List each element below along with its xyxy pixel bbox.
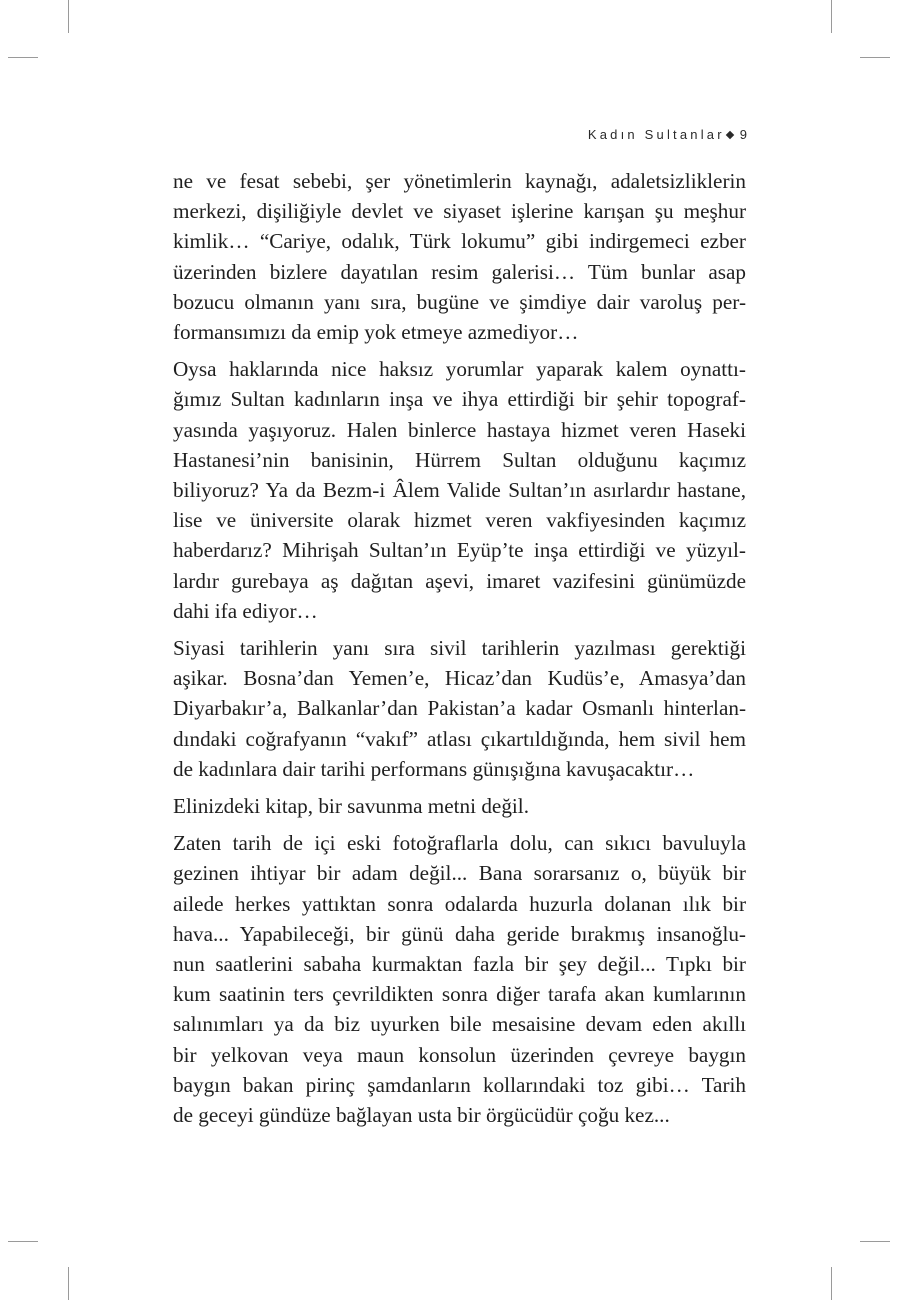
text-line: Diyarbakır’a, Balkanlar’dan Pakistan’a kadar Osmanlı hinterlan-	[173, 696, 746, 721]
paragraph	[173, 828, 746, 1130]
text-line: dındaki coğrafyanın “vakıf” atlası çıkartıldığında, hem sivil hem	[173, 726, 746, 751]
body-text	[173, 166, 746, 1130]
text-line: kimlik… “Cariye, odalık, Türk lokumu” gibi indirgemeci ezber	[173, 229, 746, 254]
text-line: dahi ifa ediyor…	[173, 598, 318, 623]
text-line: üzerinden bizlere dayatılan resim galerisi… Tüm bunlar asap	[173, 259, 746, 284]
text-line: merkezi, dişiliğiyle devlet ve siyaset işlerine karışan şu meşhur	[173, 199, 746, 224]
text-line: lise ve üniversite olarak hizmet veren vakfiyesinden kaçımız	[173, 508, 746, 533]
text-line: kum saatinin ters çevrildikten sonra diğer tarafa akan kumlarının	[173, 982, 746, 1007]
text-line: ne ve fesat sebebi, şer yönetimlerin kaynağı, adaletsizliklerin	[173, 169, 746, 193]
paragraph	[173, 354, 746, 626]
text-line: bir yelkovan veya maun konsolun üzerinden çevreye baygın	[173, 1042, 746, 1067]
text-line: nun saatlerini sabaha kurmaktan fazla bir şey değil... Tıpkı bir	[173, 952, 746, 977]
running-head	[588, 127, 747, 142]
running-title: Kadın Sultanlar	[587, 127, 725, 142]
text-line: bozucu olmanın yanı sıra, bugüne ve şimdiye dair varoluş per-	[173, 289, 746, 314]
crop-mark-top-left-h	[8, 57, 38, 58]
text-line: de kadınlara dair tarihi performans günışığına kavuşacaktır…	[173, 756, 695, 781]
text-line: salınımları ya da biz uyurken bile mesaisine devam eden akıllı	[173, 1012, 746, 1037]
diamond-separator-icon	[726, 130, 734, 138]
text-line: formansımızı da emip yok etmeye azmediyor…	[173, 320, 579, 345]
text-line: lardır gurebaya aş dağıtan aşevi, imaret vazifesini günümüzde	[173, 568, 746, 593]
text-line: baygın bakan pirinç şamdanların kollarındaki toz gibi… Tarih	[173, 1072, 746, 1097]
crop-mark-bottom-right-h	[860, 1241, 890, 1242]
text-line: Zaten tarih de içi eski fotoğraflarla dolu, can sıkıcı bavuluyla	[173, 831, 746, 856]
crop-mark-top-left	[68, 0, 69, 33]
text-line: ğımız Sultan kadınların inşa ve ihya ettirdiği bir şehir topograf-	[173, 387, 746, 412]
crop-mark-bottom-right	[831, 1267, 832, 1300]
text-line: aşikar. Bosna’dan Yemen’e, Hicaz’dan Kudüs’e, Amasya’dan	[173, 666, 746, 691]
text-line: yasında yaşıyoruz. Halen binlerce hastaya hizmet veren Haseki	[173, 417, 746, 442]
text-line: Siyasi tarihlerin yanı sıra sivil tarihlerin yazılması gerektiği	[173, 636, 746, 661]
text-line: hava... Yapabileceği, bir günü daha geride bırakmış insanoğlu-	[173, 921, 746, 946]
text-line: biliyoruz? Ya da Bezm-i Âlem Valide Sultan’ın asırlardır hastane,	[173, 478, 746, 503]
text-line: Oysa haklarında nice haksız yorumlar yaparak kalem oynattı-	[173, 357, 746, 382]
text-line: de geceyi gündüze bağlayan usta bir örgücüdür çoğu kez...	[173, 1103, 670, 1128]
text-line: ailede herkes yattıktan sonra odalarda huzurla dolanan ılık bir	[173, 891, 746, 916]
crop-mark-bottom-left	[68, 1267, 69, 1300]
text-line: gezinen ihtiyar bir adam değil... Bana sorarsanız o, büyük bir	[173, 861, 746, 886]
paragraph	[173, 166, 746, 347]
paragraph	[173, 791, 746, 821]
page-number: 9	[739, 127, 747, 142]
text-line: Hastanesi’nin banisinin, Hürrem Sultan olduğunu kaçımız	[173, 447, 746, 472]
crop-mark-bottom-left-h	[8, 1241, 38, 1242]
text-line: haberdarız? Mihrişah Sultan’ın Eyüp’te inşa ettirdiği ve yüzyıl-	[173, 538, 746, 563]
crop-mark-top-right	[831, 0, 832, 33]
crop-mark-top-right-h	[860, 57, 890, 58]
text-line: Elinizdeki kitap, bir savunma metni değil.	[173, 794, 529, 819]
paragraph	[173, 633, 746, 784]
